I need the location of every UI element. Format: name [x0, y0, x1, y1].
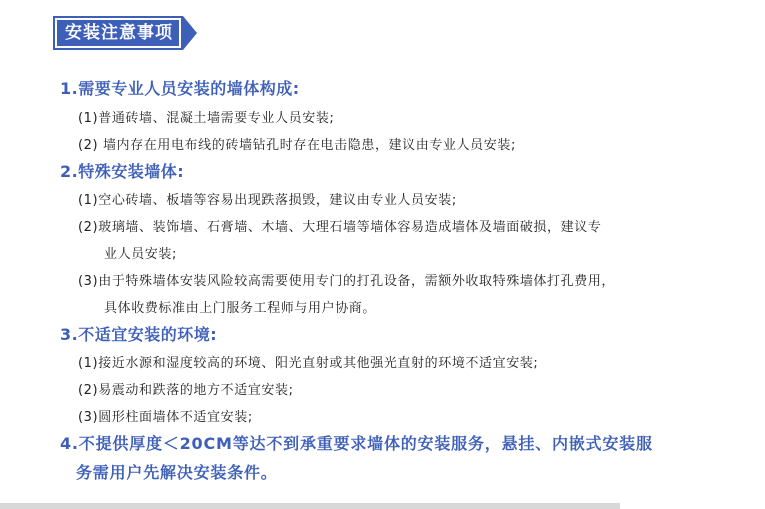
final-note-line-1: 4.不提供厚度＜20CM等达不到承重要求墙体的安装服务，悬挂、内嵌式安装服: [60, 434, 653, 453]
bottom-divider: [0, 503, 620, 509]
final-note-line-2: 务需用户先解决安装条件。: [76, 463, 278, 482]
section-heading-2: 2.特殊安装墙体:: [60, 162, 185, 181]
section-3-item-1: (1)接近水源和湿度较高的环境、阳光直射或其他强光直射的环境不适宜安装;: [78, 356, 539, 371]
section-2-item-2-continued: 业人员安装;: [104, 247, 177, 262]
section-1-item-2: (2) 墙内存在用电布线的砖墙钻孔时存在电击隐患，建议由专业人员安装;: [78, 138, 516, 153]
section-2-item-3-continued: 具体收费标准由上门服务工程师与用户协商。: [104, 301, 377, 316]
section-2-item-3: (3)由于特殊墙体安装风险较高需要使用专门的打孔设备，需额外收取特殊墙体打孔费用，: [78, 274, 616, 289]
banner-arrow-shape: [183, 16, 197, 50]
section-2-item-1: (1)空心砖墙、板墙等容易出现跌落损毁，建议由专业人员安装;: [78, 193, 457, 208]
section-heading-1: 1.需要专业人员安装的墙体构成:: [60, 79, 300, 98]
section-1-item-1: (1)普通砖墙、混凝土墙需要专业人员安装;: [78, 111, 335, 126]
section-banner: [53, 16, 197, 50]
section-3-item-3: (3)圆形柱面墙体不适宜安装;: [78, 410, 253, 425]
section-2-item-2: (2)玻璃墙、装饰墙、石膏墙、木墙、大理石墙等墙体容易造成墙体及墙面破损，建议专: [78, 220, 602, 235]
section-heading-3: 3.不适宜安装的环境:: [60, 325, 218, 344]
section-3-item-2: (2)易震动和跌落的地方不适宜安装;: [78, 383, 294, 398]
banner-title: 安装注意事项: [53, 16, 183, 50]
